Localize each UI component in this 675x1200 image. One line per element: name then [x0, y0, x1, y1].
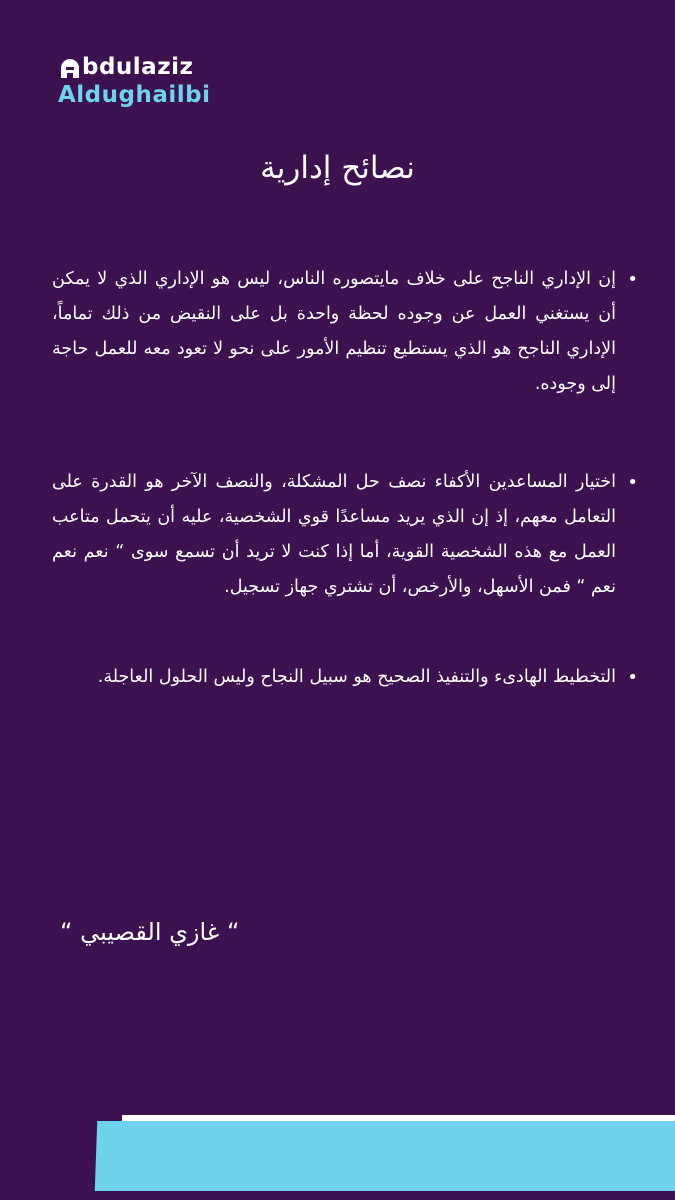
decorative-stripes: [0, 1100, 675, 1200]
tip-item: [52, 660, 642, 695]
tip-text: اختيار المساعدين الأكفاء نصف حل المشكلة، والنصف الآخر هو القدرة على التعامل معهم، إذ إن الذي يريد مساعدًا قوي الشخصية، عليه أن يتحمل متاعب العمل مع هذه الشخصية القوية، أما إذا كنت لا تريد أن تسمع سوى “ نعم نعم نعم “ فمن الأسهل، والأرخص، أن تشتري جهاز تسجيل.: [52, 472, 616, 597]
tip-item: [52, 465, 642, 605]
logo-text-line2: Aldughailbi: [58, 82, 211, 108]
logo-text-line1: bdulaziz: [82, 54, 194, 80]
cyan-stripe: [95, 1121, 675, 1191]
author-signature: “ غازي القصيبي “: [60, 918, 240, 946]
letter-a-logo-icon: [58, 56, 82, 80]
tip-item: [52, 262, 642, 402]
tip-text: إن الإداري الناجح على خلاف مايتصوره الناس، ليس هو الإداري الذي لا يمكن أن يستغني العمل عن وجوده لحظة واحدة بل على النقيض من ذلك تماماً، الإداري الناجح هو الذي يستطيع تنظيم الأمور على نحو لا تعود معه للعمل حاجة إلى وجوده.: [52, 269, 616, 394]
tip-text: التخطيط الهادىء والتنفيذ الصحيح هو سبيل النجاح وليس الحلول العاجلة.: [97, 667, 616, 687]
brand-logo: [58, 54, 258, 118]
bullet-icon: •: [627, 472, 638, 493]
tips-list: [52, 262, 642, 695]
page-title: نصائح إدارية: [260, 150, 415, 186]
bullet-icon: •: [627, 269, 638, 290]
bullet-icon: •: [627, 667, 638, 688]
